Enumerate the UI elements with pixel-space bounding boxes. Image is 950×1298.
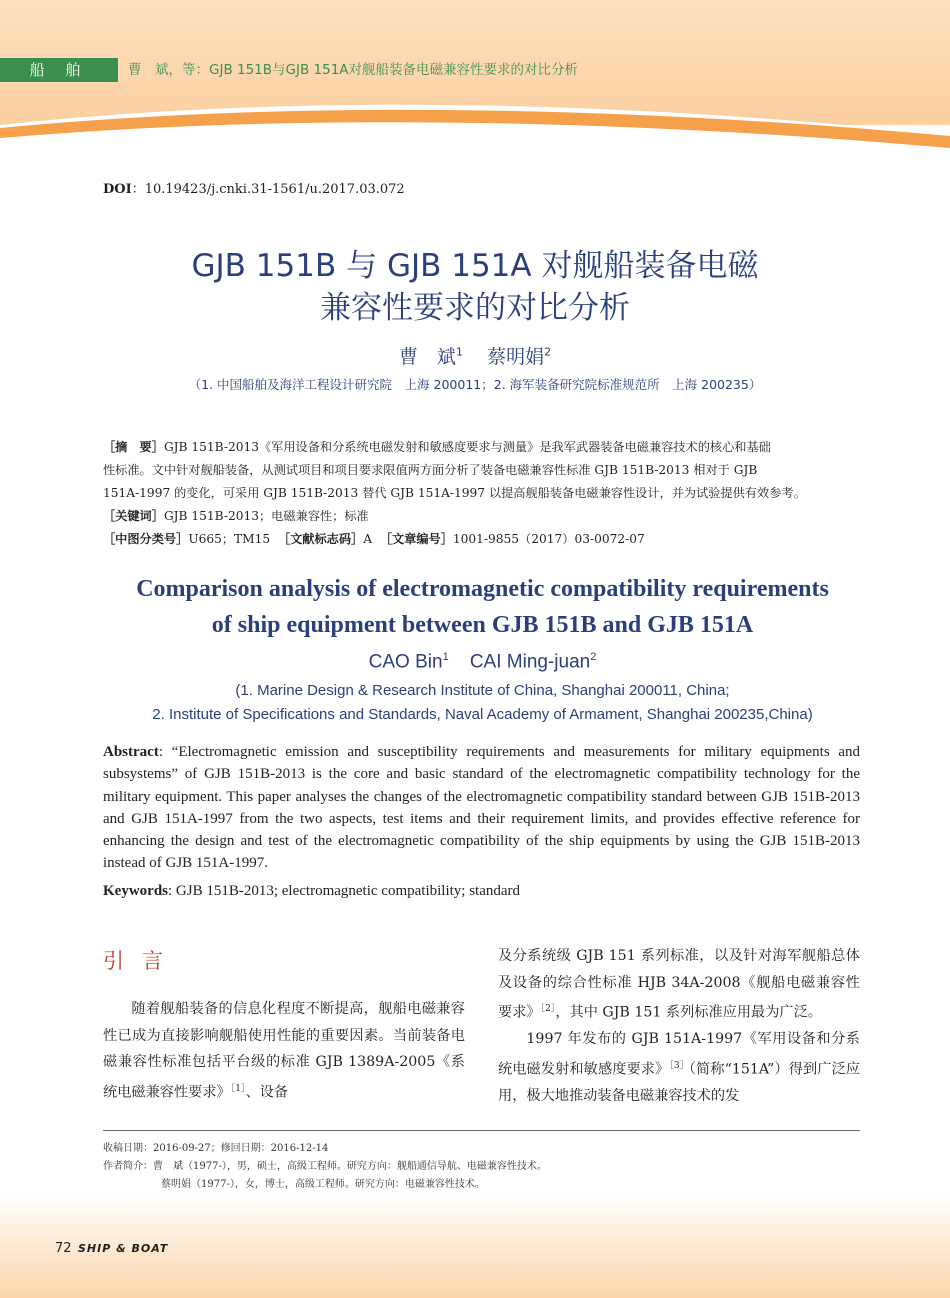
body-text: ，其中 GJB 151 系列标准应用最为广泛。 xyxy=(555,1004,822,1021)
doc-code-label: ［文献标志码］ xyxy=(277,532,364,546)
footnote-author-1: 作者简介：曹 斌（1977-），男，硕士，高级工程师。研究方向：舰船通信导航、电磁兼容性技术。 xyxy=(103,1161,547,1172)
doi-label: DOI xyxy=(103,182,132,197)
author-en-1: CAO Bin xyxy=(368,651,443,673)
body-text: 及分系统级 GJB 151 系列标准，以及针对海军舰船总体及设备的综合性标准 HJB 34A-2008《舰船电磁兼容性要求》 xyxy=(498,948,860,1021)
abstract-cn-label: ［摘 要］ xyxy=(103,440,164,454)
affiliation-en-line-2: 2. Institute of Specifications and Standards, Naval Academy of Armament, Shanghai 200235,China) xyxy=(152,706,813,723)
title-cn-line-1: GJB 151B 与 GJB 151A 对舰船装备电磁 xyxy=(191,248,759,284)
author-cn-2: 蔡明娟 xyxy=(487,346,545,368)
footnote-received: 收稿日期：2016-09-27；修回日期：2016-12-14 xyxy=(103,1143,329,1154)
authors-cn xyxy=(0,342,950,369)
keywords-cn-label: ［关键词］ xyxy=(103,509,164,523)
author-cn-2-sup: 2 xyxy=(544,345,552,359)
body-text: 随着舰船装备的信息化程度不断提高，舰船电磁兼容性已成为直接影响舰船使用性能的重要因素。当前装备电磁兼容性标准包括平台级的标准 GJB 1389A-2005《系统电磁兼容性要求》 xyxy=(103,1001,465,1101)
abstract-cn-line-3: 151A-1997 的变化，可采用 GJB 151B-2013 替代 GJB 151A-1997 以提高舰船装备电磁兼容性设计，并为试验提供有效参考。 xyxy=(103,486,806,500)
title-cn-line-2: 兼容性要求的对比分析 xyxy=(320,290,630,326)
page-number: 72 xyxy=(55,1241,72,1256)
abstract-cn-text-1: GJB 151B-2013《军用设备和分系统电磁发射和敏感度要求与测量》是我军武器装备电磁兼容技术的核心和基础 xyxy=(163,440,771,454)
affiliation-en-line-1: (1. Marine Design & Research Institute of China, Shanghai 200011, China; xyxy=(235,682,730,699)
section-tag: 船 舶 xyxy=(0,58,118,82)
body-paragraph xyxy=(498,1026,860,1109)
citation: ［3］ xyxy=(669,1060,689,1071)
citation: ［2］ xyxy=(540,1004,556,1014)
body-paragraph xyxy=(103,996,465,1106)
title-en-line-2: of ship equipment between GJB 151B and GJB 151A xyxy=(211,612,754,638)
clc-label: ［中图分类号］ xyxy=(103,532,189,546)
body-paragraph xyxy=(498,943,860,1026)
abstract-cn-line-1 xyxy=(103,436,860,459)
author-en-2-sup: 2 xyxy=(590,651,597,663)
author-en-1-sup: 1 xyxy=(442,651,449,663)
footnote-author-2: 蔡明娟（1977-），女，博士，高级工程师。研究方向：电磁兼容性技术。 xyxy=(161,1179,485,1190)
abstract-en xyxy=(103,741,860,875)
keywords-cn xyxy=(103,505,860,528)
section-heading: 引言 xyxy=(103,949,181,973)
keywords-en xyxy=(103,883,520,900)
abstract-en-text: : “Electromagnetic emission and susceptibility requirements and measurements for military equipments and subsystems” of GJB 151B-2013 is the core and basic standard of the electromagnetic compatibility technology for the military equipment. This paper analyses the changes of the electromagnetic compatibility standard between GJB 151B-2013 and GJB 151A-1997 from the two aspects, test items and their requirement limits, and provides effective reference for enhancing the design and test of the electromagnetic compatibility of the ship equipments by using the GJB 151B-2013 instead of GJB 151A-1997. xyxy=(103,744,860,872)
abstract-cn xyxy=(103,436,860,551)
affiliation-cn: （1. 中国船舶及海洋工程设计研究院 上海 200011；2. 海军装备研究院标准规范所 上海 200235） xyxy=(188,377,762,392)
keywords-en-value: : GJB 151B-2013; electromagnetic compatibility; standard xyxy=(168,883,521,899)
doi xyxy=(103,178,405,197)
doi-value: ：10.19423/j.cnki.31-1561/u.2017.03.072 xyxy=(131,182,405,197)
citation: ［1］ xyxy=(230,1083,246,1094)
title-en-line-1: Comparison analysis of electromagnetic compatibility requirements xyxy=(136,576,829,602)
body-column-right xyxy=(498,943,860,1109)
body-text: （简称“151A”）得到广泛应用，极大地推动装备电磁兼容技术的发 xyxy=(498,1061,860,1104)
article-no-label: ［文章编号］ xyxy=(379,532,453,546)
keywords-en-label: Keywords xyxy=(103,883,168,899)
author-cn-1-sup: 1 xyxy=(455,345,463,359)
authors-en xyxy=(0,651,950,673)
body-text: 1997 年发布的 GJB 151A-1997《军用设备和分系统电磁发射和敏感度要求》 xyxy=(498,1031,860,1078)
keywords-cn-value: GJB 151B-2013；电磁兼容性；标准 xyxy=(163,509,369,523)
abstract-en-label: Abstract xyxy=(103,744,159,760)
classification-line xyxy=(103,528,860,551)
body-text: 、设备 xyxy=(245,1084,289,1101)
author-en-2: CAI Ming-juan xyxy=(469,651,591,673)
doc-code-value: A xyxy=(363,532,373,546)
body-column-left xyxy=(103,996,465,1106)
abstract-cn-line-2: 性标准。文中针对舰船装备，从测试项目和项目要求限值两方面分析了装备电磁兼容性标准 GJB 151B-2013 相对于 GJB xyxy=(103,463,758,477)
author-cn-1: 曹 斌 xyxy=(398,346,456,368)
article-no-value: 1001-9855（2017）03-0072-07 xyxy=(452,532,645,546)
footnote-divider xyxy=(103,1130,860,1131)
journal-name: SHIP & BOAT xyxy=(78,1242,169,1255)
clc-value: U665；TM15 xyxy=(188,532,271,546)
running-title: 曹 斌，等：GJB 151B与GJB 151A对舰船装备电磁兼容性要求的对比分析 xyxy=(128,62,579,78)
